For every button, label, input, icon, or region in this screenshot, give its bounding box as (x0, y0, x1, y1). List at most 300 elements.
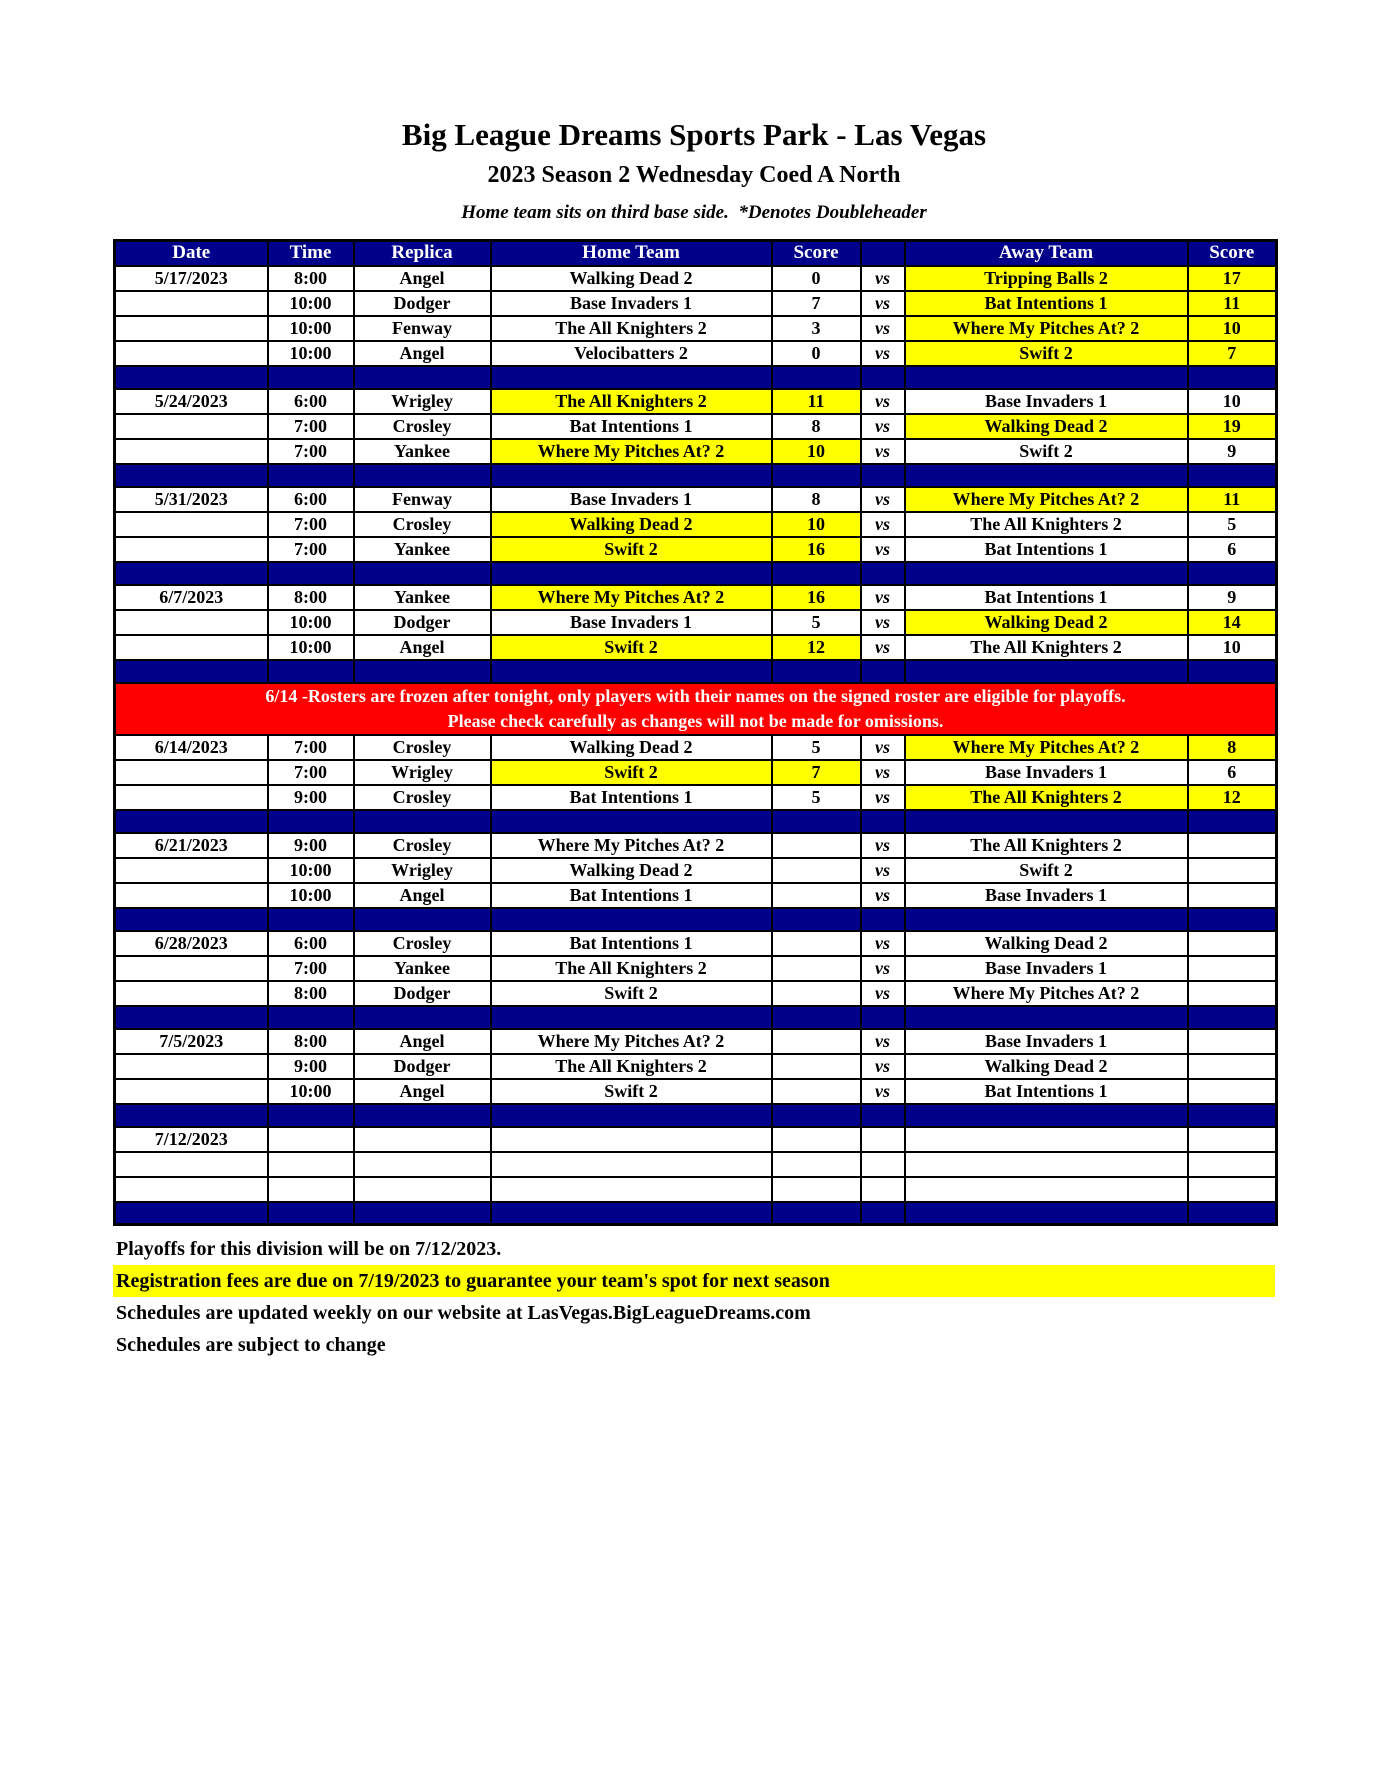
game-row (115, 833, 1277, 858)
section-divider-row (115, 1006, 1277, 1029)
section-divider-row (115, 908, 1277, 931)
vs-cell: vs (861, 735, 905, 760)
divider-cell (354, 810, 491, 833)
divider-cell (772, 908, 861, 931)
website-note: Schedules are updated weekly on our website at LasVegas.BigLeagueDreams.com (116, 1302, 811, 1324)
away-team-cell: The All Knighters 2 (905, 833, 1188, 858)
home-score-cell (772, 1054, 861, 1079)
time-cell: 9:00 (268, 785, 354, 810)
game-row (115, 1029, 1277, 1054)
away-team-cell: Walking Dead 2 (905, 931, 1188, 956)
home-score-cell: 0 (772, 341, 861, 366)
home-score-cell: 5 (772, 785, 861, 810)
away-team-cell: The All Knighters 2 (905, 512, 1188, 537)
divider-cell (115, 464, 268, 487)
home-score-cell: 3 (772, 316, 861, 341)
game-row (115, 341, 1277, 366)
away-score-cell (1188, 931, 1277, 956)
game-row (115, 1079, 1277, 1104)
replica-cell: Dodger (354, 610, 491, 635)
time-cell: 7:00 (268, 439, 354, 464)
game-row (115, 266, 1277, 291)
time-cell (268, 1152, 354, 1177)
replica-cell: Wrigley (354, 389, 491, 414)
vs-cell: vs (861, 1079, 905, 1104)
replica-cell: Fenway (354, 487, 491, 512)
date-cell (115, 1079, 268, 1104)
divider-cell (354, 660, 491, 683)
away-score-cell (1188, 1054, 1277, 1079)
away-team-cell: Walking Dead 2 (905, 1054, 1188, 1079)
divider-cell (861, 366, 905, 389)
replica-cell: Dodger (354, 981, 491, 1006)
divider-cell (354, 1104, 491, 1127)
away-score-cell: 11 (1188, 291, 1277, 316)
divider-cell (491, 1006, 772, 1029)
vs-cell (861, 1152, 905, 1177)
vs-cell: vs (861, 610, 905, 635)
time-cell: 10:00 (268, 341, 354, 366)
vs-cell: vs (861, 266, 905, 291)
game-row (115, 512, 1277, 537)
divider-cell (1188, 810, 1277, 833)
away-score-cell: 11 (1188, 487, 1277, 512)
home-team-cell: Where My Pitches At? 2 (491, 585, 772, 610)
divider-cell (861, 908, 905, 931)
vs-cell: vs (861, 981, 905, 1006)
away-score-cell: 10 (1188, 389, 1277, 414)
empty-row (115, 1127, 1277, 1152)
date-cell: 6/21/2023 (115, 833, 268, 858)
away-team-cell: The All Knighters 2 (905, 635, 1188, 660)
divider-cell (905, 1104, 1188, 1127)
divider-cell (354, 366, 491, 389)
time-cell: 10:00 (268, 858, 354, 883)
playoffs-note: Playoffs for this division will be on 7/12/2023. (116, 1238, 502, 1260)
replica-cell: Angel (354, 635, 491, 660)
empty-row (115, 1152, 1277, 1177)
divider-cell (1188, 1104, 1277, 1127)
away-team-cell: Base Invaders 1 (905, 956, 1188, 981)
divider-cell (1188, 1006, 1277, 1029)
away-team-cell (905, 1127, 1188, 1152)
home-team-cell: Bat Intentions 1 (491, 414, 772, 439)
home-team-cell: The All Knighters 2 (491, 1054, 772, 1079)
divider-cell (354, 1202, 491, 1225)
divider-cell (354, 562, 491, 585)
time-cell: 10:00 (268, 883, 354, 908)
home-team-cell: The All Knighters 2 (491, 389, 772, 414)
divider-cell (772, 464, 861, 487)
divider-cell (1188, 464, 1277, 487)
game-row (115, 414, 1277, 439)
home-score-cell: 16 (772, 537, 861, 562)
game-row (115, 316, 1277, 341)
away-team-cell: Base Invaders 1 (905, 760, 1188, 785)
divider-cell (861, 464, 905, 487)
time-cell: 10:00 (268, 635, 354, 660)
date-cell (115, 858, 268, 883)
vs-cell: vs (861, 585, 905, 610)
divider-cell (772, 1104, 861, 1127)
vs-cell: vs (861, 537, 905, 562)
vs-cell: vs (861, 291, 905, 316)
game-row (115, 931, 1277, 956)
time-cell: 7:00 (268, 512, 354, 537)
game-row (115, 883, 1277, 908)
replica-cell: Crosley (354, 785, 491, 810)
date-cell (115, 537, 268, 562)
page-title: Big League Dreams Sports Park - Las Vegas (401, 117, 987, 152)
divider-cell (905, 1006, 1188, 1029)
divider-cell (905, 562, 1188, 585)
divider-cell (772, 1202, 861, 1225)
away-team-cell: Walking Dead 2 (905, 414, 1188, 439)
home-team-cell: Swift 2 (491, 537, 772, 562)
divider-cell (905, 366, 1188, 389)
away-team-cell: Swift 2 (905, 858, 1188, 883)
replica-cell: Fenway (354, 316, 491, 341)
date-cell: 6/7/2023 (115, 585, 268, 610)
vs-cell: vs (861, 956, 905, 981)
section-divider-row (115, 1202, 1277, 1225)
divider-cell (491, 464, 772, 487)
divider-cell (491, 810, 772, 833)
date-cell (115, 610, 268, 635)
date-cell: 5/31/2023 (115, 487, 268, 512)
game-row (115, 635, 1277, 660)
divider-cell (861, 562, 905, 585)
home-score-cell (772, 1152, 861, 1177)
roster-freeze-banner (115, 683, 1277, 735)
home-score-cell: 16 (772, 585, 861, 610)
away-score-cell: 14 (1188, 610, 1277, 635)
column-header-date: Date (115, 241, 268, 266)
divider-cell (861, 1006, 905, 1029)
home-score-cell (772, 858, 861, 883)
table-header-row (115, 241, 1277, 266)
home-score-cell (772, 956, 861, 981)
time-cell: 10:00 (268, 610, 354, 635)
home-score-cell (772, 931, 861, 956)
away-team-cell: Where My Pitches At? 2 (905, 981, 1188, 1006)
away-team-cell: Base Invaders 1 (905, 883, 1188, 908)
home-team-cell: Base Invaders 1 (491, 487, 772, 512)
column-header-away-team: Away Team (905, 241, 1188, 266)
time-cell: 10:00 (268, 291, 354, 316)
game-row (115, 439, 1277, 464)
divider-cell (354, 908, 491, 931)
home-team-cell: Swift 2 (491, 1079, 772, 1104)
home-score-cell: 10 (772, 439, 861, 464)
replica-cell: Yankee (354, 585, 491, 610)
away-score-cell: 7 (1188, 341, 1277, 366)
section-divider-row (115, 660, 1277, 683)
roster-freeze-banner-row (115, 683, 1277, 735)
date-cell (115, 439, 268, 464)
game-row (115, 537, 1277, 562)
section-divider-row (115, 810, 1277, 833)
section-divider-row (115, 1104, 1277, 1127)
home-team-cell: Walking Dead 2 (491, 512, 772, 537)
date-cell (115, 1054, 268, 1079)
away-score-cell (1188, 1177, 1277, 1202)
replica-cell: Yankee (354, 537, 491, 562)
vs-cell: vs (861, 883, 905, 908)
away-team-cell: Where My Pitches At? 2 (905, 735, 1188, 760)
divider-cell (268, 1202, 354, 1225)
time-cell: 6:00 (268, 389, 354, 414)
divider-cell (1188, 1202, 1277, 1225)
replica-cell: Crosley (354, 735, 491, 760)
divider-cell (1188, 562, 1277, 585)
away-score-cell: 9 (1188, 439, 1277, 464)
home-score-cell: 7 (772, 291, 861, 316)
column-header-home-score: Score (772, 241, 861, 266)
game-row (115, 956, 1277, 981)
divider-cell (115, 562, 268, 585)
divider-cell (861, 1104, 905, 1127)
vs-cell: vs (861, 858, 905, 883)
time-cell: 9:00 (268, 1054, 354, 1079)
divider-cell (491, 366, 772, 389)
vs-cell: vs (861, 316, 905, 341)
vs-cell: vs (861, 635, 905, 660)
time-cell: 7:00 (268, 956, 354, 981)
home-team-cell: Bat Intentions 1 (491, 883, 772, 908)
divider-cell (905, 1202, 1188, 1225)
divider-cell (772, 660, 861, 683)
home-team-cell: Walking Dead 2 (491, 858, 772, 883)
time-cell: 8:00 (268, 266, 354, 291)
time-cell (268, 1177, 354, 1202)
home-team-cell: The All Knighters 2 (491, 956, 772, 981)
game-row (115, 785, 1277, 810)
home-team-cell: Where My Pitches At? 2 (491, 439, 772, 464)
divider-cell (354, 464, 491, 487)
vs-cell: vs (861, 512, 905, 537)
home-team-cell: Where My Pitches At? 2 (491, 833, 772, 858)
away-team-cell: Walking Dead 2 (905, 610, 1188, 635)
divider-cell (861, 810, 905, 833)
home-score-cell (772, 833, 861, 858)
divider-cell (491, 1104, 772, 1127)
time-cell: 7:00 (268, 414, 354, 439)
page-subtitle: 2023 Season 2 Wednesday Coed A North (487, 162, 901, 188)
date-cell: 7/5/2023 (115, 1029, 268, 1054)
divider-cell (772, 810, 861, 833)
divider-cell (268, 908, 354, 931)
away-score-cell: 5 (1188, 512, 1277, 537)
column-header-home-team: Home Team (491, 241, 772, 266)
vs-cell: vs (861, 785, 905, 810)
away-score-cell (1188, 1029, 1277, 1054)
divider-cell (905, 464, 1188, 487)
away-team-cell: Base Invaders 1 (905, 1029, 1188, 1054)
date-cell (115, 316, 268, 341)
schedule-table (113, 239, 1278, 1226)
column-header-vs (861, 241, 905, 266)
away-score-cell: 19 (1188, 414, 1277, 439)
divider-cell (115, 366, 268, 389)
game-row (115, 760, 1277, 785)
divider-cell (115, 908, 268, 931)
date-cell (115, 512, 268, 537)
away-team-cell: Swift 2 (905, 341, 1188, 366)
game-row (115, 735, 1277, 760)
away-team-cell: Bat Intentions 1 (905, 585, 1188, 610)
empty-row (115, 1177, 1277, 1202)
column-header-time: Time (268, 241, 354, 266)
divider-cell (861, 1202, 905, 1225)
date-cell (115, 981, 268, 1006)
divider-cell (115, 810, 268, 833)
away-score-cell: 6 (1188, 537, 1277, 562)
banner-line: Please check carefully as changes will not be made for omissions. (447, 710, 944, 731)
divider-cell (268, 366, 354, 389)
replica-cell (354, 1127, 491, 1152)
vs-cell: vs (861, 487, 905, 512)
date-cell (115, 341, 268, 366)
game-row (115, 291, 1277, 316)
divider-cell (268, 810, 354, 833)
away-score-cell: 10 (1188, 316, 1277, 341)
divider-cell (905, 660, 1188, 683)
home-team-cell: Base Invaders 1 (491, 291, 772, 316)
divider-cell (491, 908, 772, 931)
date-cell: 5/24/2023 (115, 389, 268, 414)
vs-cell (861, 1177, 905, 1202)
home-score-cell: 8 (772, 487, 861, 512)
replica-cell: Wrigley (354, 760, 491, 785)
away-team-cell (905, 1152, 1188, 1177)
replica-cell: Crosley (354, 833, 491, 858)
home-score-cell: 8 (772, 414, 861, 439)
away-team-cell: Where My Pitches At? 2 (905, 316, 1188, 341)
away-team-cell: Where My Pitches At? 2 (905, 487, 1188, 512)
date-cell (115, 785, 268, 810)
game-row (115, 981, 1277, 1006)
time-cell: 7:00 (268, 760, 354, 785)
replica-cell: Angel (354, 883, 491, 908)
home-team-cell: Swift 2 (491, 760, 772, 785)
date-cell: 7/12/2023 (115, 1127, 268, 1152)
banner-line: 6/14 -Rosters are frozen after tonight, only players with their names on the signed roster are eligible for playoffs. (265, 685, 1126, 706)
replica-cell: Crosley (354, 931, 491, 956)
subject-to-change-note: Schedules are subject to change (116, 1334, 386, 1356)
game-row (115, 1054, 1277, 1079)
footer-notes (113, 1233, 1275, 1361)
home-score-cell (772, 883, 861, 908)
column-header-away-score: Score (1188, 241, 1277, 266)
replica-cell (354, 1152, 491, 1177)
vs-cell: vs (861, 1054, 905, 1079)
vs-cell: vs (861, 439, 905, 464)
time-cell: 6:00 (268, 487, 354, 512)
away-score-cell (1188, 858, 1277, 883)
away-score-cell: 9 (1188, 585, 1277, 610)
time-cell: 7:00 (268, 537, 354, 562)
divider-cell (268, 660, 354, 683)
time-cell: 8:00 (268, 585, 354, 610)
home-team-cell: Walking Dead 2 (491, 735, 772, 760)
home-score-cell: 12 (772, 635, 861, 660)
divider-cell (115, 660, 268, 683)
time-cell: 10:00 (268, 1079, 354, 1104)
away-team-cell: The All Knighters 2 (905, 785, 1188, 810)
date-cell (115, 414, 268, 439)
home-score-cell (772, 981, 861, 1006)
game-row (115, 487, 1277, 512)
divider-cell (491, 660, 772, 683)
divider-cell (115, 1104, 268, 1127)
time-cell: 9:00 (268, 833, 354, 858)
replica-cell (354, 1177, 491, 1202)
vs-cell: vs (861, 414, 905, 439)
date-cell (115, 956, 268, 981)
replica-cell: Crosley (354, 512, 491, 537)
away-score-cell: 17 (1188, 266, 1277, 291)
time-cell: 10:00 (268, 316, 354, 341)
away-team-cell: Bat Intentions 1 (905, 291, 1188, 316)
home-team-note: Home team sits on third base side. *Denotes Doubleheader (461, 202, 927, 223)
section-divider-row (115, 464, 1277, 487)
divider-cell (491, 1202, 772, 1225)
home-team-cell (491, 1152, 772, 1177)
column-header-replica: Replica (354, 241, 491, 266)
section-divider-row (115, 366, 1277, 389)
date-cell (115, 1177, 268, 1202)
away-score-cell: 10 (1188, 635, 1277, 660)
away-team-cell (905, 1177, 1188, 1202)
schedule-table-body (115, 266, 1277, 1225)
home-score-cell (772, 1029, 861, 1054)
divider-cell (268, 464, 354, 487)
replica-cell: Wrigley (354, 858, 491, 883)
divider-cell (268, 1006, 354, 1029)
home-team-cell: Swift 2 (491, 635, 772, 660)
home-team-cell (491, 1177, 772, 1202)
date-cell: 6/28/2023 (115, 931, 268, 956)
date-cell: 6/14/2023 (115, 735, 268, 760)
home-team-cell (491, 1127, 772, 1152)
vs-cell: vs (861, 931, 905, 956)
registration-note: Registration fees are due on 7/19/2023 to guarantee your team's spot for next season (113, 1265, 1275, 1297)
home-team-cell: Bat Intentions 1 (491, 931, 772, 956)
time-cell: 8:00 (268, 981, 354, 1006)
home-score-cell: 5 (772, 735, 861, 760)
divider-cell (905, 908, 1188, 931)
away-score-cell (1188, 981, 1277, 1006)
home-score-cell: 10 (772, 512, 861, 537)
divider-cell (354, 1006, 491, 1029)
replica-cell: Yankee (354, 956, 491, 981)
time-cell: 7:00 (268, 735, 354, 760)
away-score-cell (1188, 883, 1277, 908)
away-team-cell: Tripping Balls 2 (905, 266, 1188, 291)
away-score-cell: 12 (1188, 785, 1277, 810)
away-score-cell: 6 (1188, 760, 1277, 785)
home-score-cell (772, 1177, 861, 1202)
replica-cell: Dodger (354, 291, 491, 316)
divider-cell (115, 1006, 268, 1029)
home-team-cell: Bat Intentions 1 (491, 785, 772, 810)
away-score-cell (1188, 956, 1277, 981)
date-cell (115, 1152, 268, 1177)
home-team-cell: Walking Dead 2 (491, 266, 772, 291)
divider-cell (1188, 660, 1277, 683)
home-team-cell: The All Knighters 2 (491, 316, 772, 341)
